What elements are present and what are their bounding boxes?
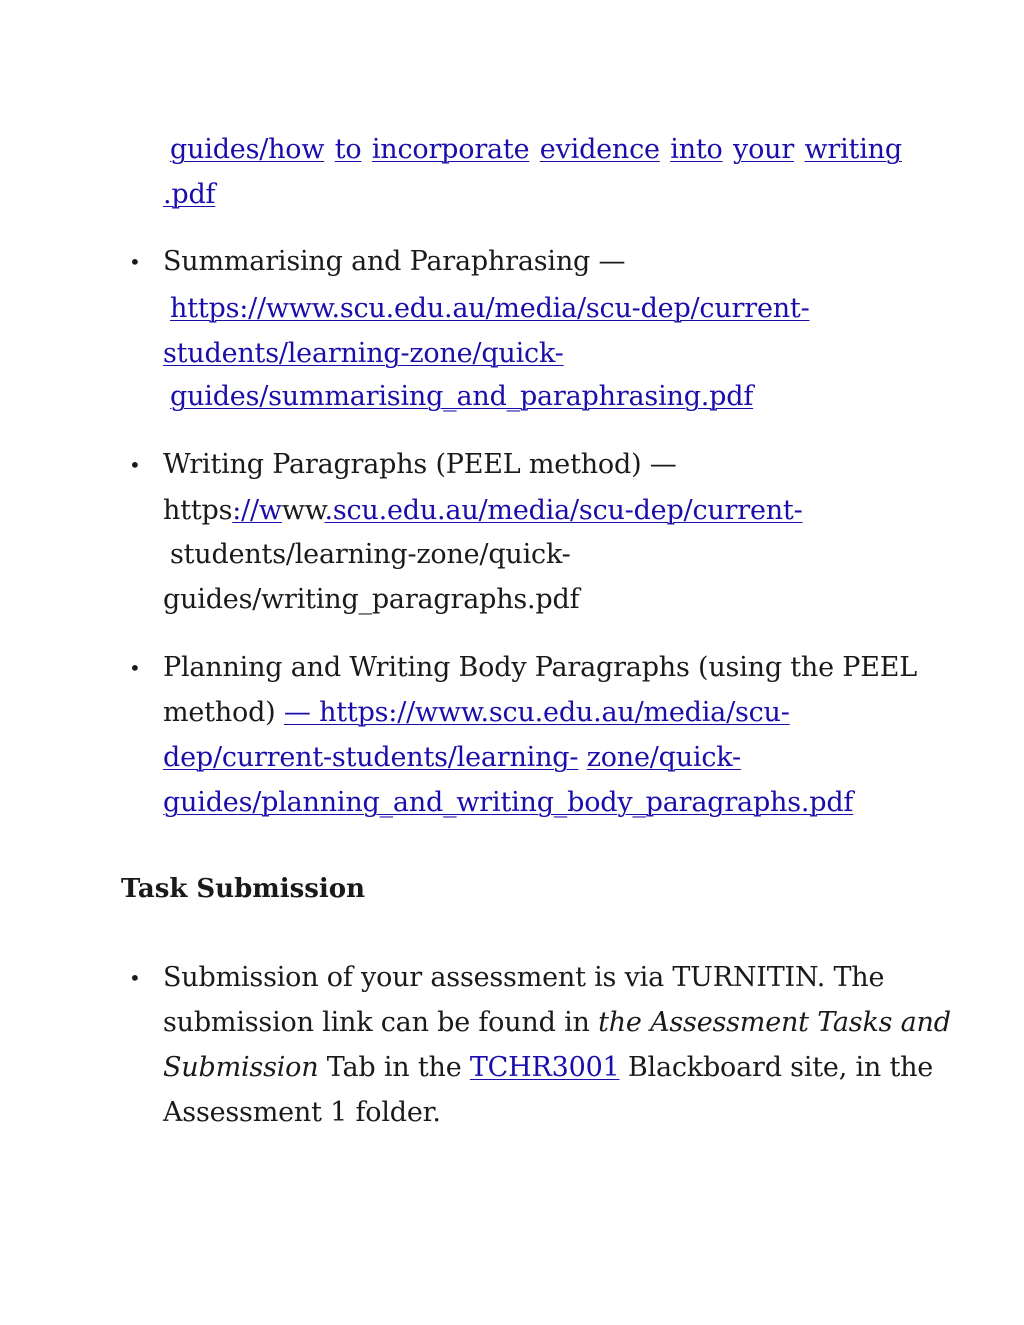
- url-link-fragment[interactable]: ://w: [232, 495, 282, 526]
- url-text: ww: [281, 495, 325, 526]
- submission-line1: Submission of your assessment is via TURNITIN. The: [163, 962, 885, 993]
- link-word[interactable]: your: [733, 134, 795, 165]
- summarising-link-line3[interactable]: guides/summarising_and_paraphrasing.pdf: [170, 381, 754, 412]
- link-fragment[interactable]: dep/current-students/learning-: [163, 742, 579, 773]
- submission-line3: [163, 1051, 933, 1085]
- evidence-guide-link-line2[interactable]: .pdf: [163, 179, 216, 210]
- bullet-marker: •: [129, 250, 141, 274]
- body-paragraphs-link-line3[interactable]: guides/planning_and_writing_body_paragraphs.pdf: [163, 787, 854, 818]
- summarising-link-line2[interactable]: students/learning-zone/quick-: [163, 338, 564, 369]
- link-word[interactable]: into: [670, 134, 723, 165]
- link-word[interactable]: evidence: [539, 134, 660, 165]
- course-code-link[interactable]: TCHR3001: [469, 1052, 620, 1083]
- submission-text: Tab in the: [318, 1052, 470, 1083]
- submission-line2: [163, 1006, 951, 1040]
- link-word[interactable]: writing: [804, 134, 902, 165]
- url-link-fragment[interactable]: .scu.edu.au/media/scu-dep/current-: [324, 495, 803, 526]
- submission-line4: Assessment 1 folder.: [163, 1097, 441, 1128]
- section-heading: Task Submission: [121, 874, 366, 904]
- link-word[interactable]: to: [334, 134, 362, 165]
- title-continuation: method): [163, 697, 284, 728]
- writing-paragraphs-url-line3: guides/writing_paragraphs.pdf: [163, 584, 580, 615]
- submission-text: Blackboard site, in the: [619, 1052, 934, 1083]
- writing-paragraphs-title: Writing Paragraphs (PEEL method) —: [163, 449, 677, 480]
- bullet-marker: •: [129, 453, 141, 477]
- submission-emphasis: the Assessment Tasks and: [598, 1007, 951, 1038]
- body-paragraphs-title: Planning and Writing Body Paragraphs (using the PEEL: [163, 652, 917, 683]
- link-fragment[interactable]: zone/quick-: [586, 742, 741, 773]
- writing-paragraphs-url-line1: [163, 494, 803, 528]
- summarising-link-line1[interactable]: https://www.scu.edu.au/media/scu-dep/current-: [170, 293, 810, 324]
- body-paragraphs-line2: [163, 696, 790, 730]
- evidence-guide-link-line1[interactable]: [170, 133, 902, 167]
- body-paragraphs-link-line2: [163, 741, 741, 775]
- submission-text: submission link can be found in: [163, 1007, 599, 1038]
- bullet-marker: •: [129, 656, 141, 680]
- link-word[interactable]: guides/how: [170, 134, 325, 165]
- body-paragraphs-link-line1[interactable]: — https://www.scu.edu.au/media/scu-: [283, 697, 790, 728]
- submission-emphasis: Submission: [163, 1052, 319, 1083]
- summarising-title: Summarising and Paraphrasing —: [163, 246, 626, 277]
- bullet-marker: •: [129, 966, 141, 990]
- link-word[interactable]: incorporate: [371, 134, 530, 165]
- url-text: https: [163, 495, 233, 526]
- writing-paragraphs-url-line2: students/learning-zone/quick-: [170, 539, 571, 570]
